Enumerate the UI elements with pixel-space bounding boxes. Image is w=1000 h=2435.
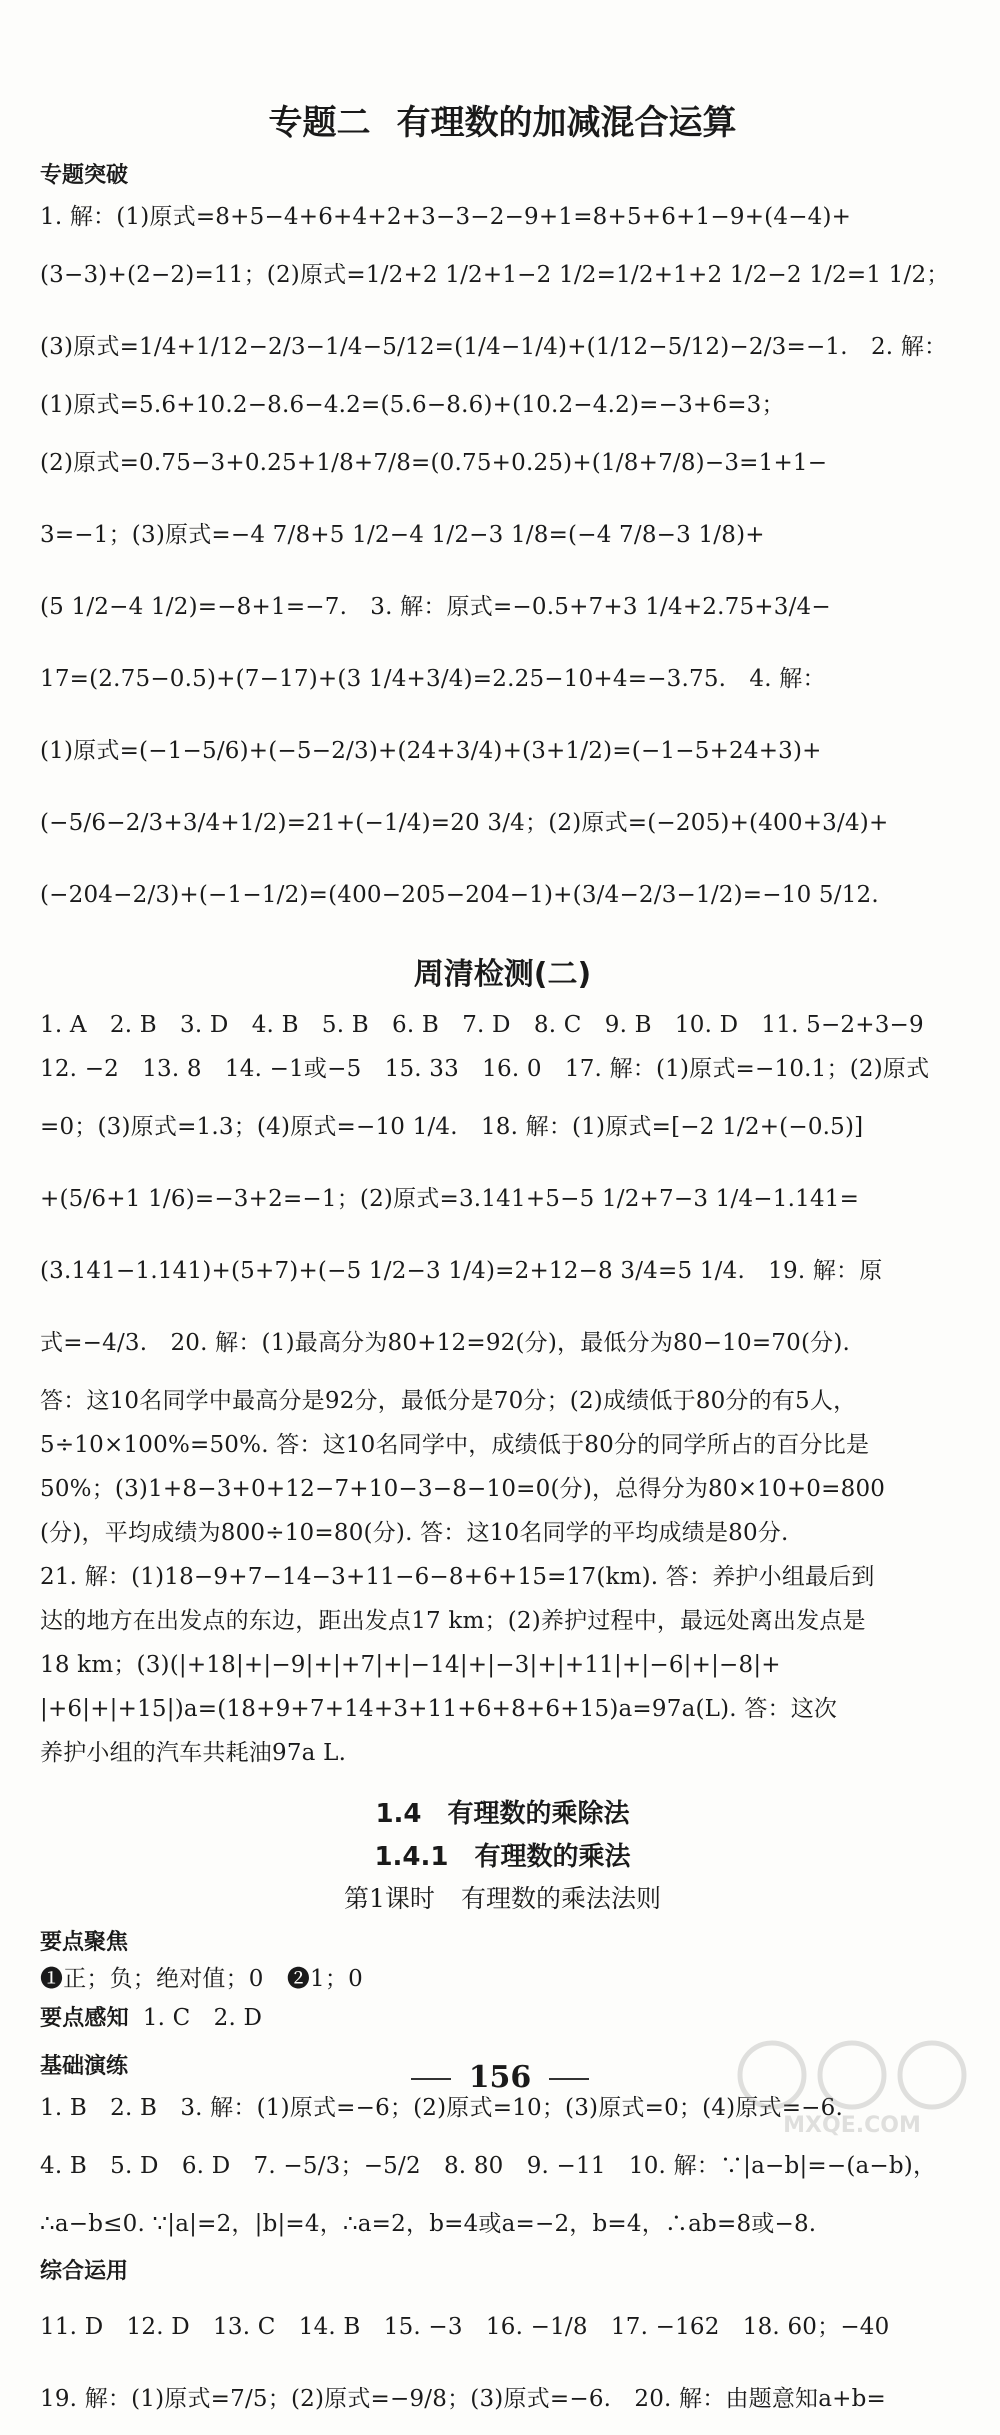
answer-line: (−204−2/3)+(−1−1/2)=(400−205−204−1)+(3/4−2/3−1/2)=−10 5/12. <box>40 882 879 908</box>
lesson-name: 有理数的乘法法则 <box>460 1884 661 1913</box>
section-1-4-1-title <box>40 1836 965 1873</box>
answer-line: =0；(3)原式=1.3；(4)原式=−10 1/4. 18. 解：(1)原式=[−2 1/2+(−0.5)] <box>40 1114 864 1140</box>
answer-line: (5 1/2−4 1/2)=−8+1=−7. 3. 解：原式=−0.5+7+3 1/4+2.75+3/4− <box>40 594 831 620</box>
answer-line: (−5/6−2/3+3/4+1/2)=21+(−1/4)=20 3/4；(2)原式=(−205)+(400+3/4)+ <box>40 810 889 836</box>
answer-line: 养护小组的汽车共耗油97a L. <box>40 1740 347 1766</box>
comprehensive-heading: 综合运用 <box>40 2259 129 2284</box>
answer-line: 1. A 2. B 3. D 4. B 5. B 6. B 7. D 8. C 9. B 10. D 11. 5−2+3−9 <box>40 1012 924 1038</box>
answer-line: 18 km；(3)(|+18|+|−9|+|+7|+|−14|+|−3|+|+11|+|−6|+|−8|+ <box>40 1652 781 1678</box>
answer-line: 4. B 5. D 6. D 7. −5/3；−5/2 8. 80 9. −11 10. 解：∵|a−b|=−(a−b)， <box>40 2153 937 2179</box>
answer-line: 1. B 2. B 3. 解：(1)原式=−6；(2)原式=10；(3)原式=0；(4)原式=−6. <box>40 2095 843 2121</box>
answer-line: 17=(2.75−0.5)+(7−17)+(3 1/4+3/4)=2.25−10+4=−3.75. 4. 解： <box>40 666 826 692</box>
answer-line: (分)，平均成绩为800÷10=80(分). 答：这10名同学的平均成绩是80分. <box>40 1520 789 1546</box>
topic-answers <box>40 195 965 931</box>
section-name: 有理数的乘除法 <box>447 1799 630 1829</box>
answer-line: 3=−1；(3)原式=−4 7/8+5 1/2−4 1/2−3 1/8=(−4 7/8−3 1/8)+ <box>40 522 765 548</box>
key-perception-heading: 要点感知 <box>40 2006 129 2031</box>
section-1-4-title <box>40 1793 965 1830</box>
section-name: 有理数的乘法 <box>474 1842 631 1872</box>
watermark-logo <box>722 2030 982 2140</box>
answer-line: (3.141−1.141)+(5+7)+(−5 1/2−3 1/4)=2+12−8 3/4=5 1/4. 19. 解：原 <box>40 1258 883 1284</box>
section-number: 1.4 <box>375 1799 422 1829</box>
key-points-heading: 要点聚焦 <box>40 1930 129 1955</box>
key-points-answer: ❶正；负；绝对值；0 ❷1；0 <box>40 1966 363 1992</box>
answer-line: 式=−4/3. 20. 解：(1)最高分为80+12=92(分)，最低分为80−10=70(分). <box>40 1330 851 1356</box>
answer-line: 答：这10名同学中最高分是92分，最低分是70分；(2)成绩低于80分的有5人， <box>40 1388 857 1414</box>
answer-line: 1. 解：(1)原式=8+5−4+6+4+2+3−3−2−9+1=8+5+6+1−9+(4−4)+ <box>40 204 852 230</box>
answer-line: 11. D 12. D 13. C 14. B 15. −3 16. −1/8 17. −162 18. 60；−40 <box>40 2314 890 2340</box>
answer-line: 50%；(3)1+8−3+0+12−7+10−3−8−10=0(分)，总得分为80×10+0=800 <box>40 1476 886 1502</box>
lesson-number: 第1课时 <box>344 1884 435 1913</box>
weekly-test-title: 周清检测(二) <box>413 957 592 992</box>
answer-line: 12. −2 13. 8 14. −1或−5 15. 33 16. 0 17. 解：(1)原式=−10.1；(2)原式 <box>40 1056 930 1082</box>
weekly-answers <box>40 1003 965 1775</box>
key-perception-answer: 1. C 2. D <box>142 2005 263 2031</box>
answer-line: 21. 解：(1)18−9+7−14−3+11−6−8+6+15=17(km). 答：养护小组最后到 <box>40 1564 875 1590</box>
answer-line: +(5/6+1 1/6)=−3+2=−1；(2)原式=3.141+5−5 1/2+7−3 1/4−1.141= <box>40 1186 860 1212</box>
section-title <box>40 95 965 144</box>
answer-line: |+6|+|+15|)a=(18+9+7+14+3+11+6+8+6+15)a=97a(L). 答：这次 <box>40 1696 838 1722</box>
answer-line: (1)原式=5.6+10.2−8.6−4.2=(5.6−8.6)+(10.2−4.2)=−3+6=3； <box>40 392 785 418</box>
answer-line: 5÷10×100%=50%. 答：这10名同学中，成绩低于80分的同学所占的百分比是 <box>40 1432 870 1458</box>
answer-line: 达的地方在出发点的东边，距出发点17 km；(2)养护过程中，最远处离出发点是 <box>40 1608 866 1634</box>
page-number-value: 156 <box>468 2060 532 2095</box>
answer-line: (1)原式=(−1−5/6)+(−5−2/3)+(24+3/4)+(3+1/2)=(−1−5+24+3)+ <box>40 738 822 764</box>
section-title-text: 有理数的加减混合运算 <box>396 103 737 143</box>
answer-line: (2)原式=0.75−3+0.25+1/8+7/8=(0.75+0.25)+(1/8+7/8)−3=1+1− <box>40 450 828 476</box>
answer-line: (3)原式=1/4+1/12−2/3−1/4−5/12=(1/4−1/4)+(1/12−5/12)−2/3=−1. 2. 解： <box>40 334 948 360</box>
answer-line: (3−3)+(2−2)=11；(2)原式=1/2+2 1/2+1−2 1/2=1/2+1+2 1/2−2 1/2=1 1/2； <box>40 262 950 288</box>
section-number: 1.4.1 <box>374 1842 449 1872</box>
answer-line: ∴a−b≤0. ∵|a|=2，|b|=4，∴a=2，b=4或a=−2，b=4，∴ab=8或−8. <box>40 2211 817 2237</box>
answer-line: 19. 解：(1)原式=7/5；(2)原式=−9/8；(3)原式=−6. 20. 解：由题意知a+b= <box>40 2386 887 2412</box>
lesson-title <box>40 1879 965 1915</box>
section-title-label: 专题二 <box>268 103 371 143</box>
svg-text:MXQE.COM: MXQE.COM <box>783 2113 921 2138</box>
basic-practice-heading: 基础演练 <box>40 2054 129 2079</box>
sub-topic-heading: 专题突破 <box>40 163 129 188</box>
